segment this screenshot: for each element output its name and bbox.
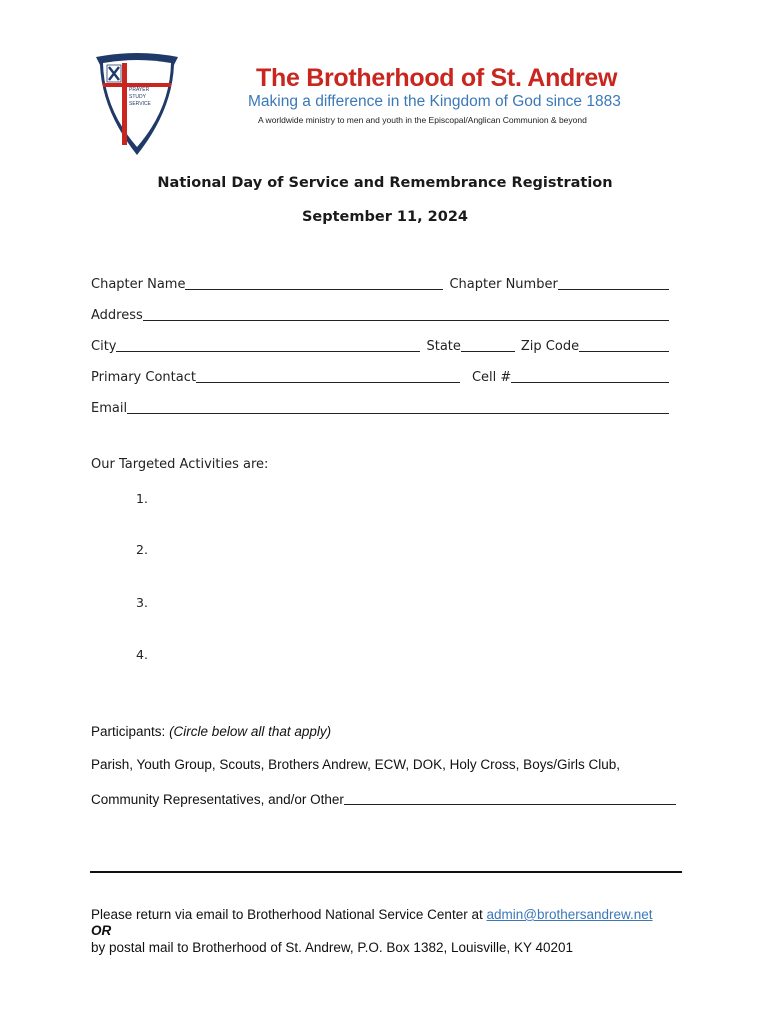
address-label: Address: [91, 308, 143, 323]
participants-label-text: Participants:: [91, 724, 166, 739]
document-date: September 11, 2024: [301, 209, 469, 225]
postal-mail-line: by postal mail to Brotherhood of St. Andrew, P.O. Box 1382, Louisville, KY 40201: [91, 940, 574, 955]
address-row: [91, 303, 669, 323]
or-text: OR: [91, 923, 112, 938]
address-field[interactable]: [143, 305, 669, 321]
admin-email-link[interactable]: admin@brothersandrew.net: [486, 907, 653, 922]
city-row: [91, 334, 669, 354]
participants-hint: (Circle below all that apply): [169, 724, 332, 739]
primary-contact-field[interactable]: [196, 367, 460, 383]
email-row: [91, 396, 669, 416]
email-field[interactable]: [127, 398, 669, 414]
svg-text:PRAYER: PRAYER: [129, 87, 150, 93]
zip-code-label: Zip Code: [520, 339, 580, 354]
divider: [90, 871, 682, 873]
org-tagline: Making a difference in the Kingdom of God since 1883: [248, 93, 621, 110]
cell-field[interactable]: [511, 367, 669, 383]
email-label: Email: [91, 401, 128, 416]
participants-other-field[interactable]: [344, 790, 676, 805]
activity-item: 4.: [136, 647, 148, 662]
activity-item: 2.: [136, 542, 148, 557]
svg-text:STUDY: STUDY: [129, 94, 146, 100]
activity-item: 1.: [136, 491, 148, 506]
svg-text:SERVICE: SERVICE: [129, 101, 151, 107]
participants-label: [91, 724, 331, 739]
chapter-name-field[interactable]: [185, 274, 443, 290]
activities-label: Our Targeted Activities are:: [91, 457, 269, 472]
brotherhood-shield-logo: [92, 51, 182, 159]
city-label: City: [91, 339, 117, 354]
document-title: National Day of Service and Remembrance Registration: [157, 175, 613, 191]
state-label: State: [426, 339, 461, 354]
state-field[interactable]: [461, 336, 515, 352]
city-field[interactable]: [116, 336, 420, 352]
return-email-line: [91, 907, 653, 922]
primary-contact-label: Primary Contact: [91, 370, 196, 385]
cell-label: Cell #: [471, 370, 512, 385]
chapter-row: [91, 272, 669, 292]
chapter-name-label: Chapter Name: [91, 277, 186, 292]
participants-list: Parish, Youth Group, Scouts, Brothers Andrew, ECW, DOK, Holy Cross, Boys/Girls Club,: [91, 757, 620, 772]
zip-code-field[interactable]: [579, 336, 669, 352]
activity-item: 3.: [136, 595, 148, 610]
return-email-text: Please return via email to Brotherhood National Service Center at: [91, 907, 483, 922]
participants-other-row: [91, 790, 676, 807]
org-title: The Brotherhood of St. Andrew: [256, 64, 618, 92]
org-subtitle: A worldwide ministry to men and youth in the Episcopal/Anglican Communion & beyond: [258, 115, 587, 125]
participants-other-label: Community Representatives, and/or Other: [91, 792, 344, 807]
chapter-number-label: Chapter Number: [449, 277, 558, 292]
chapter-number-field[interactable]: [558, 274, 669, 290]
contact-row: [91, 365, 669, 385]
